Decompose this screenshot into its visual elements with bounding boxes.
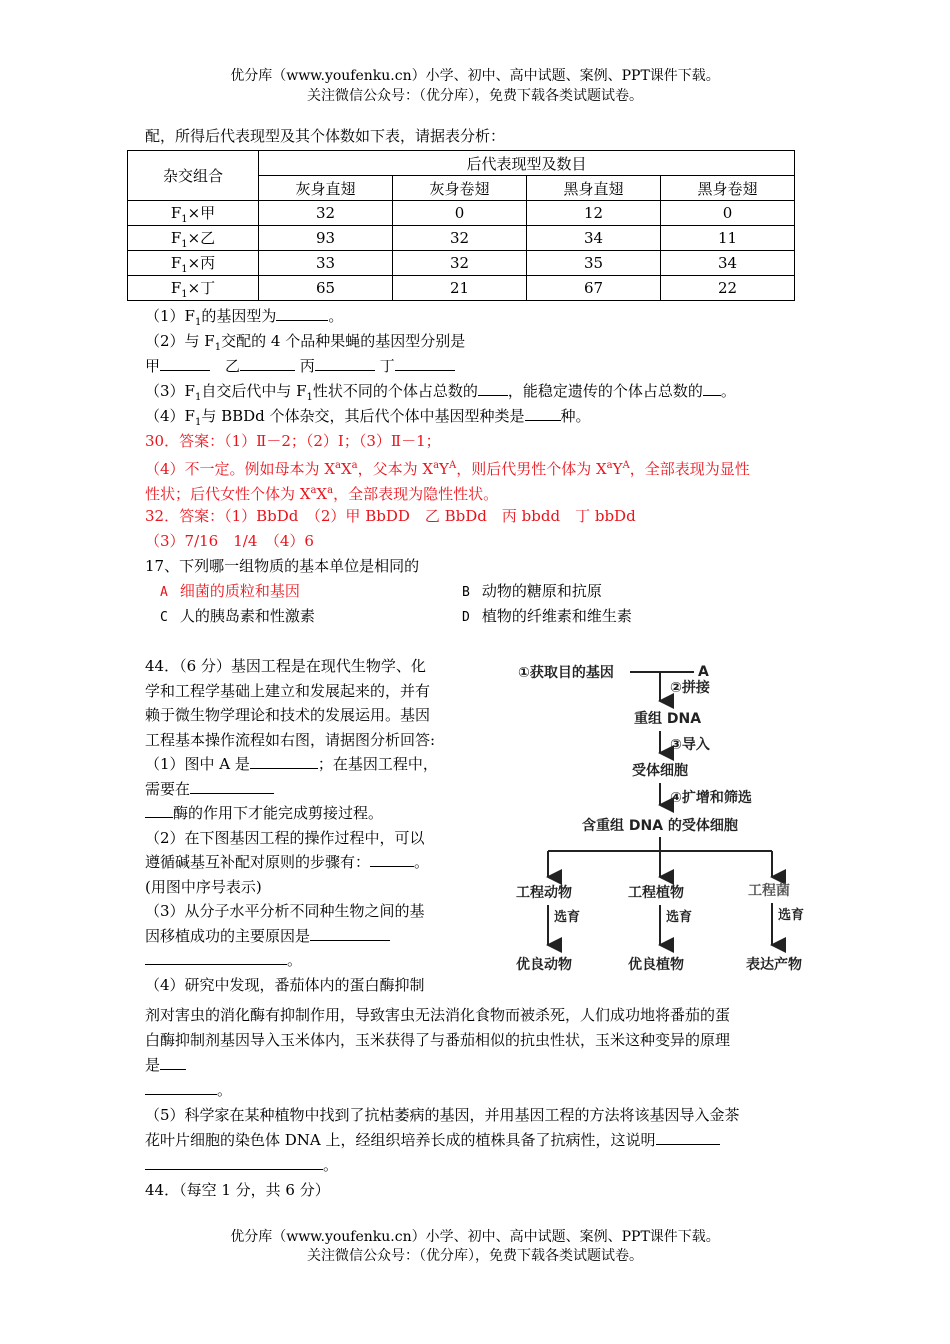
q44-sub1-line: （1）图中 A 是 ；在基因工程中， [145, 755, 438, 773]
q44-sub4-line: 。 [145, 1079, 232, 1101]
diagram-select-label: 选育 [666, 910, 693, 925]
table-cell: 32 [393, 251, 527, 276]
diagram-recipient-dna-cell: 含重组 DNA 的受体细胞 [582, 818, 738, 834]
table-row [128, 201, 795, 226]
answer-blank[interactable] [160, 1055, 186, 1070]
table-col-header-cross: 杂交组合 [128, 151, 259, 201]
table-cell-cross: $F_1\times$丙 [128, 251, 259, 276]
q44-sub5-line: （5）科学家在某种植物中找到了抗枯萎病的基因，并用基因工程的方法将该基因导入金茶 [145, 1106, 740, 1124]
table-col-header: 黑身卷翅 [661, 176, 795, 201]
diagram-branch-top: 工程菌 [748, 883, 790, 899]
table-cell: 22 [661, 276, 795, 301]
answer-blank[interactable] [145, 950, 287, 965]
table-group-header: 后代表现型及数目 [259, 151, 795, 176]
question-line: （2）与 $F_1$交配的 4 个品种果蝇的基因型分别是 [145, 332, 466, 353]
answer-blank[interactable] [145, 1155, 323, 1170]
answer-32-line1: 32．答案：（1）BbDd （2）甲 BbDD 乙 BbDd 丙 bbdd 丁 bbDd [145, 507, 636, 525]
q44-sub4-line: 白酶抑制剂基因导入玉米体内，玉米获得了与番茄相似的抗虫性状，玉米这种变异的原理 [145, 1031, 731, 1049]
diagram-step1: ①获取目的基因 [518, 665, 614, 681]
q44-intro-line: 工程基本操作流程如右图，请据图分析回答: [145, 730, 436, 749]
table-row [128, 276, 795, 301]
diagram-step3: ③导入 [670, 737, 710, 753]
answer-blank[interactable] [703, 381, 721, 396]
question-44-block [145, 654, 485, 997]
diagram-branch-bottom: 优良动物 [516, 957, 572, 973]
q44-sub3-line: （3）从分子水平分析不同种生物之间的基 [145, 902, 425, 920]
q17-option-b[interactable]: B 动物的糖原和抗原 [462, 582, 602, 600]
table-cell: 12 [527, 201, 661, 226]
table-col-header: 黑身直翅 [527, 176, 661, 201]
q44-sub2-line: 遵循碱基互补配对原则的步骤有： 。 [145, 853, 430, 871]
answer-blank[interactable] [145, 1080, 217, 1095]
table-cell: 0 [393, 201, 527, 226]
page-footer-line2: 关注微信公众号：（优分库），免费下载各类试题试卷。 [307, 1248, 643, 1264]
q44-intro-line: 学和工程学基础上建立和发展起来的，并有 [145, 681, 431, 700]
table-cell: 93 [259, 226, 393, 251]
table-cell: 32 [393, 226, 527, 251]
diagram-branch-bottom: 表达产物 [746, 957, 802, 973]
q17-option-c[interactable]: C 人的胰岛素和性激素 [160, 607, 315, 625]
diagram-a-label: A [698, 664, 709, 680]
table-row [128, 226, 795, 251]
question-line: $(1)F_1$的基因型为 。 [145, 307, 344, 328]
q44-score-note: 44．（每空 1 分，共 6 分） [145, 1181, 330, 1199]
diagram-step4: ④扩增和筛选 [670, 790, 752, 806]
q44-intro-line: 赖于微生物学理论和技术的发展运用。基因 [145, 706, 431, 724]
q44-sub3-line: 。 [145, 948, 485, 973]
intro-text: 配，所得后代表现型及其个体数如下表，请据表分析： [145, 127, 506, 145]
answer-blank[interactable] [315, 356, 375, 371]
answer-blank[interactable] [525, 406, 561, 421]
q44-sub2-note: (用图中序号表示) [145, 877, 262, 896]
answer-blank[interactable] [145, 803, 173, 818]
table-cell-cross: $F_1\times$丁 [128, 276, 259, 301]
diagram-branch-bottom: 优良植物 [628, 957, 684, 973]
q44-sub4-line: 是 [145, 1054, 186, 1076]
table-cell: 32 [259, 201, 393, 226]
page-header-line1: 优分库（www.youfenku.cn）小学、初中、高中试题、案例、PPT课件下载。 [230, 68, 720, 84]
q44-sub2-line: （2）在下图基因工程的操作过程中，可以 [145, 828, 425, 847]
table-header-row [128, 151, 795, 176]
answer-blank[interactable] [656, 1130, 720, 1145]
table-col-header: 灰身直翅 [259, 176, 393, 201]
diagram-select-label: 选育 [778, 908, 805, 923]
table-cell: 34 [661, 251, 795, 276]
question-line: 甲 乙 丙 丁 [145, 355, 455, 377]
answer-blank[interactable] [478, 381, 508, 396]
diagram-step2: ②拼接 [670, 680, 710, 696]
answer-30-line2: （4）不一定。例如母本为 $X^aX^a$，父本为 $X^aY^A$，则后代男性个体为 $X^aY^A$，全部表现为显性 [145, 460, 750, 478]
table-cell: 11 [661, 226, 795, 251]
q44-sub5-line: 花叶片细胞的染色体 DNA 上，经组织培养长成的植株具备了抗病性，这说明 [145, 1129, 720, 1151]
answer-blank[interactable] [310, 926, 390, 941]
answer-30-line1: 30．答案：（1）Ⅱ－2；（2）Ⅰ；（3）Ⅱ－1； [145, 432, 441, 450]
answer-blank[interactable] [160, 356, 210, 371]
question-line: $(3)F_1$自交后代中与 $F_1$性状不同的个体占总数的 ，能稳定遗传的个体占总数的 。 [145, 382, 736, 403]
q44-sub1-line: 需要在 [145, 777, 485, 802]
diagram-recipient-cell: 受体细胞 [632, 763, 688, 779]
diagram-select-label: 选育 [554, 910, 581, 925]
page-footer-line1: 优分库（www.youfenku.cn）小学、初中、高中试题、案例、PPT课件下载。 [230, 1229, 720, 1245]
answer-32-line2: （3）7/16 1/4 （4）6 [145, 532, 314, 550]
diagram-branch-top: 工程植物 [628, 885, 684, 901]
q44-sub4-line: 剂对害虫的消化酶有抑制作用，导致害虫无法消化食物而被杀死，人们成功地将番茄的蛋 [145, 1006, 731, 1024]
q44-sub1-line: 酶的作用下才能完成剪接过程。 [145, 801, 485, 826]
answer-blank[interactable] [240, 356, 295, 371]
table-cell: 0 [661, 201, 795, 226]
q44-intro-line: 44．（6 分）基因工程是在现代生物学、化 [145, 657, 426, 675]
answer-blank[interactable] [370, 852, 414, 867]
table-cell: 34 [527, 226, 661, 251]
table-cell: 67 [527, 276, 661, 301]
table-cell-cross: $F_1\times$甲 [128, 201, 259, 226]
table-col-header: 灰身卷翅 [393, 176, 527, 201]
answer-blank[interactable] [395, 356, 455, 371]
table-row [128, 251, 795, 276]
page-header-line2: 关注微信公众号：（优分库），免费下载各类试题试卷。 [307, 88, 643, 104]
answer-blank[interactable] [276, 306, 328, 321]
q44-sub3-line: 因移植成功的主要原因是 [145, 924, 485, 949]
table-cell: 35 [527, 251, 661, 276]
diagram-recombinant-dna: 重组 DNA [634, 711, 702, 727]
diagram-branch-top: 工程动物 [516, 885, 572, 901]
q44-sub5-line: 。 [145, 1154, 338, 1176]
question-17-stem: 17、下列哪一组物质的基本单位是相同的 [145, 557, 420, 575]
q17-option-d[interactable]: D 植物的纤维素和维生素 [462, 607, 632, 625]
table-cell: 21 [393, 276, 527, 301]
q44-sub4-line: （4）研究中发现，番茄体内的蛋白酶抑制 [145, 975, 425, 994]
q17-option-a[interactable]: A 细菌的质粒和基因 [160, 582, 300, 600]
gene-engineering-flow-diagram [510, 655, 830, 980]
table-cell: 33 [259, 251, 393, 276]
question-line: $(4)F_1$与 BBDd 个体杂交，其后代个体中基因型种类是 种。 [145, 407, 591, 428]
table-cell: 65 [259, 276, 393, 301]
table-cell-cross: $F_1\times$乙 [128, 226, 259, 251]
answer-blank[interactable] [250, 754, 318, 769]
cross-results-table [127, 150, 795, 301]
answer-30-line3: 性状；后代女性个体为 $X^aX^a$，全部表现为隐性性状。 [145, 485, 499, 503]
answer-blank[interactable] [190, 779, 274, 794]
